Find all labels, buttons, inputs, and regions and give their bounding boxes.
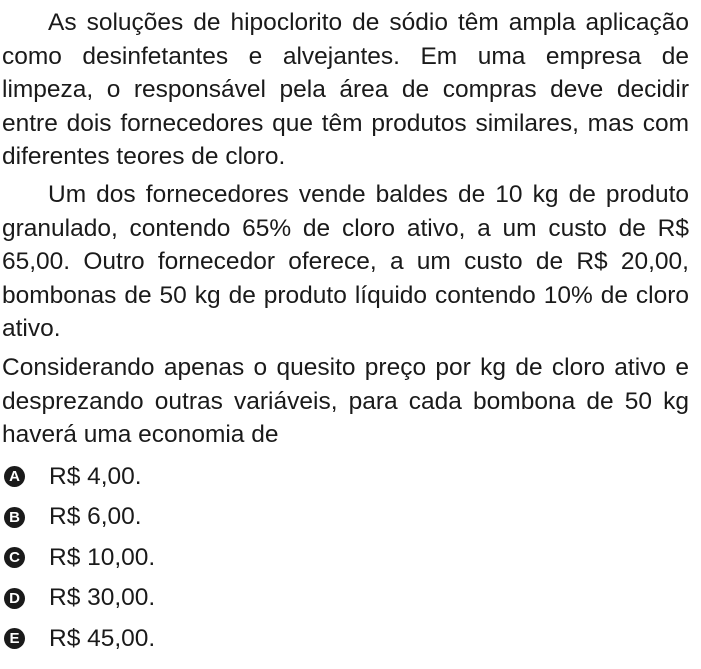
option-e-text: R$ 45,00. — [49, 624, 156, 652]
option-a[interactable] — [2, 457, 689, 498]
option-c-letter-badge: C — [4, 547, 25, 568]
option-d-letter-badge: D — [4, 588, 25, 609]
option-a-text: R$ 4,00. — [49, 462, 142, 490]
option-d[interactable] — [2, 578, 689, 619]
option-b-text: R$ 6,00. — [49, 503, 142, 531]
question-paragraph-2: Um dos fornecedores vende baldes de 10 kg de produto granulado, contendo 65% de cloro ativo, a um custo de R$ 65,00. Outro fornecedor oferece, a um custo de R$ 20,00, bombonas de 50 kg de produto líquido contendo 10% de cloro ativo. — [2, 180, 689, 343]
option-a-letter-badge: A — [4, 466, 25, 487]
question-prompt: Considerando apenas o quesito preço por kg de cloro ativo e desprezando outras variáveis, para cada bombona de 50 kg haverá uma economia de — [2, 353, 689, 449]
question-paragraph-1: As soluções de hipoclorito de sódio têm ampla aplicação como desinfetantes e alvejantes. Em uma empresa de limpeza, o responsável pela área de compras deve decidir entre dois fornecedores que têm produtos similares, mas com diferentes teores de cloro. — [2, 9, 689, 171]
option-b[interactable] — [2, 497, 689, 538]
option-d-text: R$ 30,00. — [49, 584, 156, 612]
option-c-text: R$ 10,00. — [49, 543, 156, 571]
option-e-letter-badge: E — [4, 628, 25, 649]
option-e[interactable] — [2, 619, 689, 660]
option-c[interactable] — [2, 538, 689, 579]
answer-options — [2, 457, 689, 660]
option-b-letter-badge: B — [4, 507, 25, 528]
